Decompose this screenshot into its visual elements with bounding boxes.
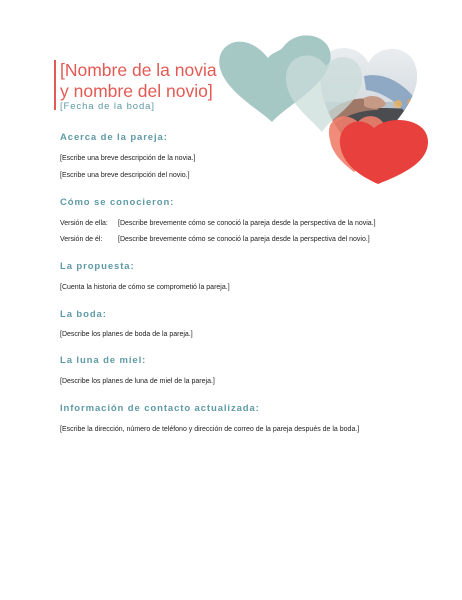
heading-proposal: La propuesta:: [60, 261, 135, 272]
red-heart-shape: [340, 120, 428, 184]
heading-contact-info: Información de contacto actualizada:: [60, 403, 260, 414]
title-line-2: y nombre del novio]: [60, 81, 213, 101]
his-version-row: [60, 236, 370, 243]
heading-wedding: La boda:: [60, 309, 107, 320]
her-version-label: Versión de ella:: [60, 220, 108, 227]
bride-description: [Escribe una breve descripción de la novia.]: [60, 155, 196, 162]
groom-description: [Escribe una breve descripción del novio.]: [60, 172, 190, 179]
title-accent-bar: [54, 60, 56, 110]
her-version-row: [60, 220, 376, 227]
heading-about-couple: Acerca de la pareja:: [60, 132, 168, 143]
wedding-text: [Describe los planes de boda de la pareja.]: [60, 331, 193, 338]
heading-how-they-met: Cómo se conocieron:: [60, 197, 175, 208]
heading-honeymoon: La luna de miel:: [60, 355, 147, 366]
honeymoon-text: [Describe los planes de luna de miel de la pareja.]: [60, 378, 215, 385]
his-version-text: [Describe brevemente cómo se conoció la pareja desde la perspectiva del novio.]: [118, 236, 370, 243]
title-line-1: [Nombre de la novia: [60, 60, 217, 80]
hearts-photo-illustration: [214, 18, 434, 188]
page-title: [60, 60, 230, 102]
his-version-label: Versión de él:: [60, 236, 103, 243]
her-version-text: [Describe brevemente cómo se conoció la pareja desde la perspectiva de la novia.]: [118, 220, 376, 227]
proposal-text: [Cuenta la historia de cómo se comprometió la pareja.]: [60, 284, 230, 291]
wedding-date: [Fecha de la boda]: [60, 101, 155, 112]
contact-text: [Escribe la dirección, número de teléfono y dirección de correo de la pareja después de la boda.]: [60, 426, 360, 433]
